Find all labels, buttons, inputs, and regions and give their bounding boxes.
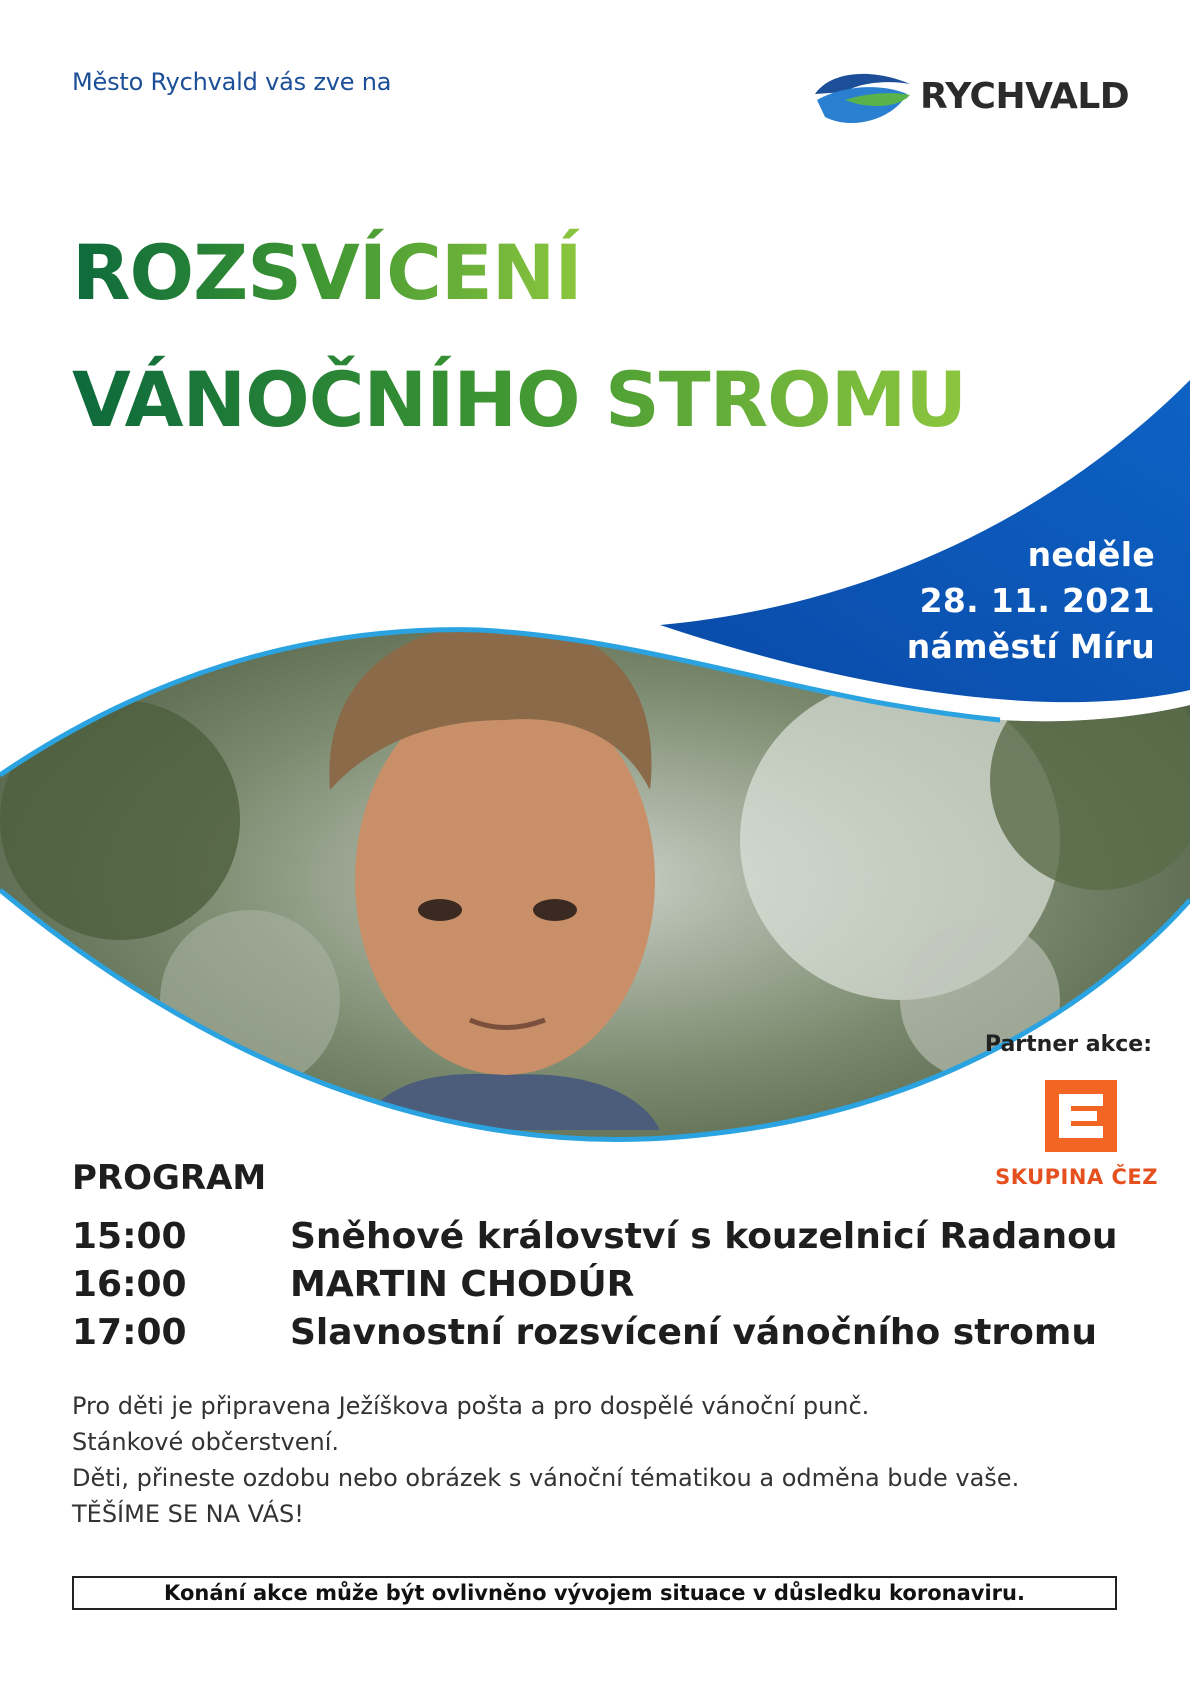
- program-item: [72, 1264, 634, 1305]
- event-title-line1: ROZSVÍCENÍ: [72, 228, 582, 317]
- partner-label: Partner akce:: [984, 1032, 1152, 1057]
- event-title-line2: VÁNOČNÍHO STROMU: [72, 355, 967, 444]
- info-note: Děti, přineste ozdobu nebo obrázek s vánoční tématikou a odměna bude vaše.: [72, 1464, 1020, 1492]
- info-note: Stánkové občerstvení.: [72, 1428, 340, 1456]
- program-title: MARTIN CHODÚR: [290, 1264, 635, 1305]
- cez-logo-icon: [1045, 1080, 1117, 1152]
- program-title: Sněhové království s kouzelnicí Radanou: [290, 1216, 1118, 1257]
- partner-name: SKUPINA ČEZ: [995, 1165, 1158, 1189]
- program-heading: PROGRAM: [72, 1158, 267, 1198]
- info-note: TĚŠÍME SE NA VÁS!: [72, 1500, 304, 1528]
- program-item: [72, 1216, 1118, 1257]
- event-day: neděle: [1027, 535, 1155, 574]
- event-place: náměstí Míru: [906, 627, 1155, 666]
- program-time: 15:00: [72, 1216, 187, 1257]
- invite-text: Město Rychvald vás zve na: [72, 68, 392, 96]
- covid-notice: Konání akce může být ovlivněno vývojem situace v důsledku koronaviru.: [72, 1576, 1117, 1610]
- event-date: 28. 11. 2021: [919, 581, 1155, 620]
- program-time: 17:00: [72, 1312, 187, 1353]
- program-item: [72, 1312, 1097, 1353]
- logo-wordmark: RYCHVALD: [920, 76, 1130, 117]
- program-title: Slavnostní rozsvícení vánočního stromu: [290, 1312, 1098, 1353]
- info-note: Pro děti je připravena Ježíškova pošta a pro dospělé vánoční punč.: [72, 1392, 870, 1420]
- program-time: 16:00: [72, 1264, 187, 1305]
